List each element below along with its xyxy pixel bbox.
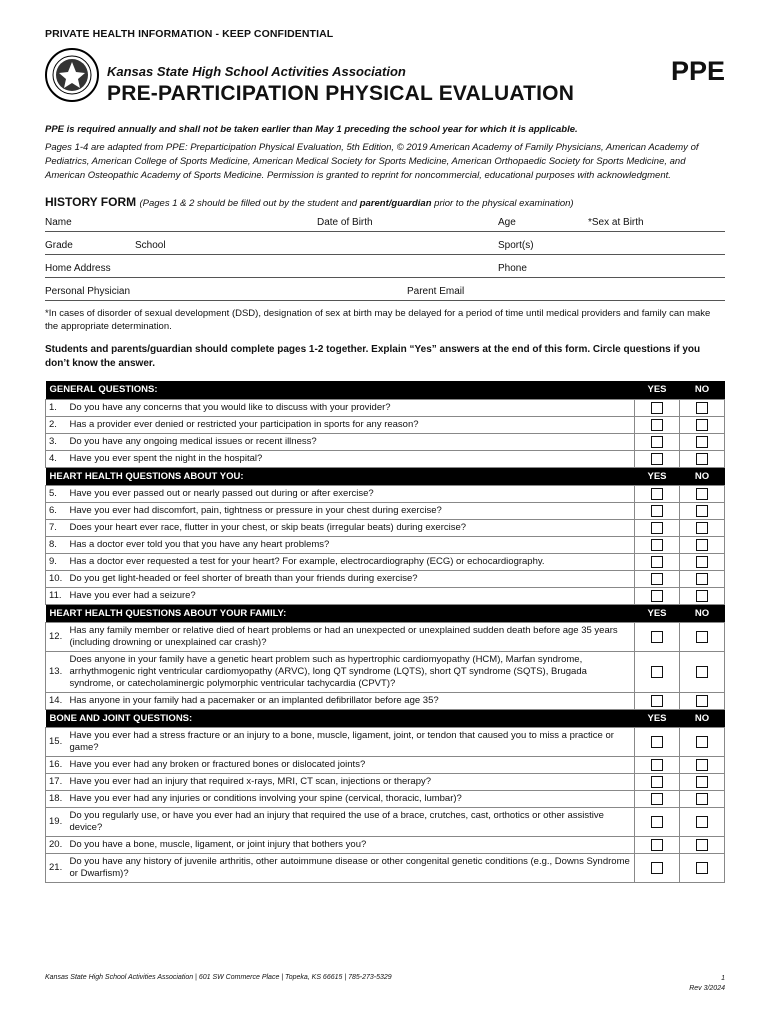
section-title: GENERAL QUESTIONS: — [46, 381, 635, 399]
no-checkbox[interactable] — [696, 839, 708, 851]
form-page — [45, 28, 725, 883]
question-number: 3. — [46, 433, 70, 450]
yes-checkbox[interactable] — [651, 839, 663, 851]
no-column-header: NO — [680, 381, 725, 399]
dob-field-label: Date of Birth — [317, 217, 373, 228]
yes-checkbox[interactable] — [651, 453, 663, 465]
no-column-header: NO — [680, 604, 725, 622]
question-text: Do you get light-headed or feel shorter of breath than your friends during exercise? — [70, 570, 635, 587]
history-hint-pre: (Pages 1 & 2 should be filled out by the student and — [139, 198, 360, 209]
no-column-header: NO — [680, 467, 725, 485]
no-checkbox[interactable] — [696, 436, 708, 448]
question-row — [46, 536, 725, 553]
question-text: Has any family member or relative died of heart problems or had an unexpected or unexplained sudden death before age 35 years (including drowning or unexplained car crash)? — [70, 622, 635, 651]
question-row — [46, 651, 725, 692]
no-column-header: NO — [680, 709, 725, 727]
history-form-heading — [45, 195, 725, 209]
questions-table — [45, 381, 725, 883]
question-text: Have you ever had any injuries or conditions involving your spine (cervical, thoracic, lumbar)? — [70, 790, 635, 807]
section-header — [46, 709, 725, 727]
yes-checkbox[interactable] — [651, 590, 663, 602]
footer-text: Kansas State High School Activities Association | 601 SW Commerce Place | Topeka, KS 66615 | 785-273-5329 — [45, 974, 392, 981]
no-checkbox[interactable] — [696, 776, 708, 788]
question-row — [46, 807, 725, 836]
question-row — [46, 553, 725, 570]
physician-field-label: Personal Physician — [45, 286, 131, 297]
field-row-address[interactable] — [45, 255, 725, 278]
association-name: Kansas State High School Activities Association — [107, 64, 406, 79]
question-text: Do you have any history of juvenile arthritis, other autoimmune disease or other congenital genetic conditions (e.g., Downs Syndrome or Dwarfism)? — [70, 853, 635, 882]
question-number: 17. — [46, 773, 70, 790]
question-number: 15. — [46, 727, 70, 756]
no-checkbox[interactable] — [696, 816, 708, 828]
history-hint-bold: parent/guardian — [359, 198, 432, 209]
history-title: HISTORY FORM — [45, 195, 137, 209]
parent-email-field-label: Parent Email — [407, 286, 465, 297]
question-text: Have you ever had a seizure? — [70, 587, 635, 604]
question-text: Does anyone in your family have a genetic heart problem such as hypertrophic cardiomyopathy (HCM), Marfan syndrome, arrhythmogenic right ventricular cardiomyopathy (ARVC), long QT syndrome (LQTS), short QT syndrome (SQTS), Brugada syndrome, or catecholaminergic polymorphic ventricular tachycardia (CPVT)? — [70, 651, 635, 692]
question-text: Have you ever had an injury that required x-rays, MRI, CT scan, injections or therapy? — [70, 773, 635, 790]
yes-column-header: YES — [635, 381, 680, 399]
question-number: 1. — [46, 399, 70, 416]
revision: Rev 3/2024 — [689, 985, 725, 992]
no-checkbox[interactable] — [696, 590, 708, 602]
yes-checkbox[interactable] — [651, 556, 663, 568]
question-text: Has a doctor ever requested a test for your heart? For example, electrocardiography (ECG) or echocardiography. — [70, 553, 635, 570]
question-row — [46, 519, 725, 536]
field-row-physician[interactable] — [45, 278, 725, 301]
yes-checkbox[interactable] — [651, 436, 663, 448]
question-text: Has anyone in your family had a pacemaker or an implanted defibrillator before age 35? — [70, 692, 635, 709]
ppe-label: PPE — [670, 56, 725, 86]
instructions: Students and parents/guardian should complete pages 1-2 together. Explain “Yes” answers at the end of this form. Circle questions if you don’t know the answer. — [45, 344, 701, 369]
yes-checkbox[interactable] — [651, 419, 663, 431]
question-text: Have you ever had a stress fracture or an injury to a bone, muscle, ligament, joint, or tendon that caused you to miss a practice or game? — [70, 727, 635, 756]
yes-checkbox[interactable] — [651, 816, 663, 828]
no-checkbox[interactable] — [696, 488, 708, 500]
question-row — [46, 399, 725, 416]
question-number: 11. — [46, 587, 70, 604]
question-text: Have you ever had discomfort, pain, tightness or pressure in your chest during exercise? — [70, 502, 635, 519]
question-row — [46, 836, 725, 853]
yes-checkbox[interactable] — [651, 573, 663, 585]
yes-column-header: YES — [635, 709, 680, 727]
question-text: Have you ever spent the night in the hospital? — [70, 450, 635, 467]
question-number: 14. — [46, 692, 70, 709]
no-checkbox[interactable] — [696, 453, 708, 465]
yes-checkbox[interactable] — [651, 488, 663, 500]
no-checkbox[interactable] — [696, 793, 708, 805]
question-number: 6. — [46, 502, 70, 519]
no-checkbox[interactable] — [696, 666, 708, 678]
sports-field-label: Sport(s) — [498, 240, 534, 251]
question-row — [46, 587, 725, 604]
question-number: 20. — [46, 836, 70, 853]
history-hint-post: prior to the physical examination) — [431, 198, 574, 209]
footer-page-info — [689, 974, 725, 994]
no-checkbox[interactable] — [696, 556, 708, 568]
kshsaa-seal-icon — [45, 48, 99, 102]
grade-field-label: Grade — [45, 240, 73, 251]
question-row — [46, 790, 725, 807]
question-number: 2. — [46, 416, 70, 433]
yes-checkbox[interactable] — [651, 505, 663, 517]
no-checkbox[interactable] — [696, 736, 708, 748]
yes-column-header: YES — [635, 467, 680, 485]
question-row — [46, 756, 725, 773]
field-row-grade[interactable] — [45, 232, 725, 255]
school-field-label: School — [135, 240, 166, 251]
question-row — [46, 433, 725, 450]
question-text: Does your heart ever race, flutter in your chest, or skip beats (irregular beats) during exercise? — [70, 519, 635, 536]
question-number: 9. — [46, 553, 70, 570]
phone-field-label: Phone — [498, 263, 527, 274]
yes-checkbox[interactable] — [651, 695, 663, 707]
question-text: Do you have a bone, muscle, ligament, or joint injury that bothers you? — [70, 836, 635, 853]
question-row — [46, 853, 725, 882]
question-number: 19. — [46, 807, 70, 836]
no-checkbox[interactable] — [696, 539, 708, 551]
yes-checkbox[interactable] — [651, 539, 663, 551]
yes-checkbox[interactable] — [651, 862, 663, 874]
question-number: 7. — [46, 519, 70, 536]
question-text: Do you have any ongoing medical issues or recent illness? — [70, 433, 635, 450]
question-row — [46, 692, 725, 709]
question-row — [46, 622, 725, 651]
section-title: HEART HEALTH QUESTIONS ABOUT YOUR FAMILY: — [46, 604, 635, 622]
no-checkbox[interactable] — [696, 402, 708, 414]
question-number: 13. — [46, 651, 70, 692]
question-row — [46, 727, 725, 756]
field-row-name[interactable] — [45, 209, 725, 232]
no-checkbox[interactable] — [696, 759, 708, 771]
yes-checkbox[interactable] — [651, 666, 663, 678]
dsd-note: *In cases of disorder of sexual development (DSD), designation of sex at birth may be delayed for a period of time until medical providers and family can make the appropriate determination. — [45, 308, 711, 332]
page-title: PRE-PARTICIPATION PHYSICAL EVALUATION — [107, 82, 575, 105]
question-row — [46, 570, 725, 587]
page-footer — [45, 974, 725, 992]
question-number: 12. — [46, 622, 70, 651]
adapted-note: Pages 1-4 are adapted from PPE: Preparticipation Physical Evaluation, 5th Edition, © 2019 American Academy of Family Physicians, American Academy of Pediatrics, American College of Sports Medicine, American Medical Society for Sports Medicine, American Orthopaedic Society for Sports Medicine, and American Osteopathic Academy of Sports Medicine. Permission is granted to reprint for noncommercial, educational purposes with acknowledgment. — [45, 142, 699, 181]
section-title: BONE AND JOINT QUESTIONS: — [46, 709, 635, 727]
question-text: Do you have any concerns that you would like to discuss with your provider? — [70, 399, 635, 416]
question-text: Have you ever had any broken or fractured bones or dislocated joints? — [70, 756, 635, 773]
question-number: 16. — [46, 756, 70, 773]
no-checkbox[interactable] — [696, 631, 708, 643]
question-row — [46, 485, 725, 502]
page-number: 1 — [721, 975, 725, 982]
no-checkbox[interactable] — [696, 505, 708, 517]
section-header — [46, 381, 725, 399]
no-checkbox[interactable] — [696, 695, 708, 707]
question-row — [46, 450, 725, 467]
question-row — [46, 502, 725, 519]
yes-checkbox[interactable] — [651, 631, 663, 643]
question-text: Has a doctor ever told you that you have any heart problems? — [70, 536, 635, 553]
question-text: Has a provider ever denied or restricted your participation in sports for any reason? — [70, 416, 635, 433]
no-checkbox[interactable] — [696, 862, 708, 874]
question-number: 5. — [46, 485, 70, 502]
section-title: HEART HEALTH QUESTIONS ABOUT YOU: — [46, 467, 635, 485]
yes-checkbox[interactable] — [651, 776, 663, 788]
name-field-label: Name — [45, 217, 72, 228]
section-header — [46, 604, 725, 622]
yes-checkbox[interactable] — [651, 793, 663, 805]
no-checkbox[interactable] — [696, 522, 708, 534]
question-text: Have you ever passed out or nearly passed out during or after exercise? — [70, 485, 635, 502]
no-checkbox[interactable] — [696, 573, 708, 585]
yes-checkbox[interactable] — [651, 736, 663, 748]
yes-column-header: YES — [635, 604, 680, 622]
question-number: 18. — [46, 790, 70, 807]
sex-field-label: *Sex at Birth — [588, 217, 644, 228]
yes-checkbox[interactable] — [651, 402, 663, 414]
address-field-label: Home Address — [45, 263, 111, 274]
yes-checkbox[interactable] — [651, 522, 663, 534]
history-hint — [139, 198, 573, 209]
age-field-label: Age — [498, 217, 516, 228]
question-text: Do you regularly use, or have you ever had an injury that required the use of a brace, crutches, cast, orthotics or other assistive device? — [70, 807, 635, 836]
form-header — [45, 42, 725, 114]
confidential-banner: PRIVATE HEALTH INFORMATION - KEEP CONFIDENTIAL — [45, 28, 334, 40]
question-number: 4. — [46, 450, 70, 467]
question-row — [46, 773, 725, 790]
yes-checkbox[interactable] — [651, 759, 663, 771]
question-number: 21. — [46, 853, 70, 882]
question-number: 10. — [46, 570, 70, 587]
question-number: 8. — [46, 536, 70, 553]
required-note: PPE is required annually and shall not be taken earlier than May 1 preceding the school year for which it is applicable. — [45, 124, 578, 135]
section-header — [46, 467, 725, 485]
no-checkbox[interactable] — [696, 419, 708, 431]
question-row — [46, 416, 725, 433]
